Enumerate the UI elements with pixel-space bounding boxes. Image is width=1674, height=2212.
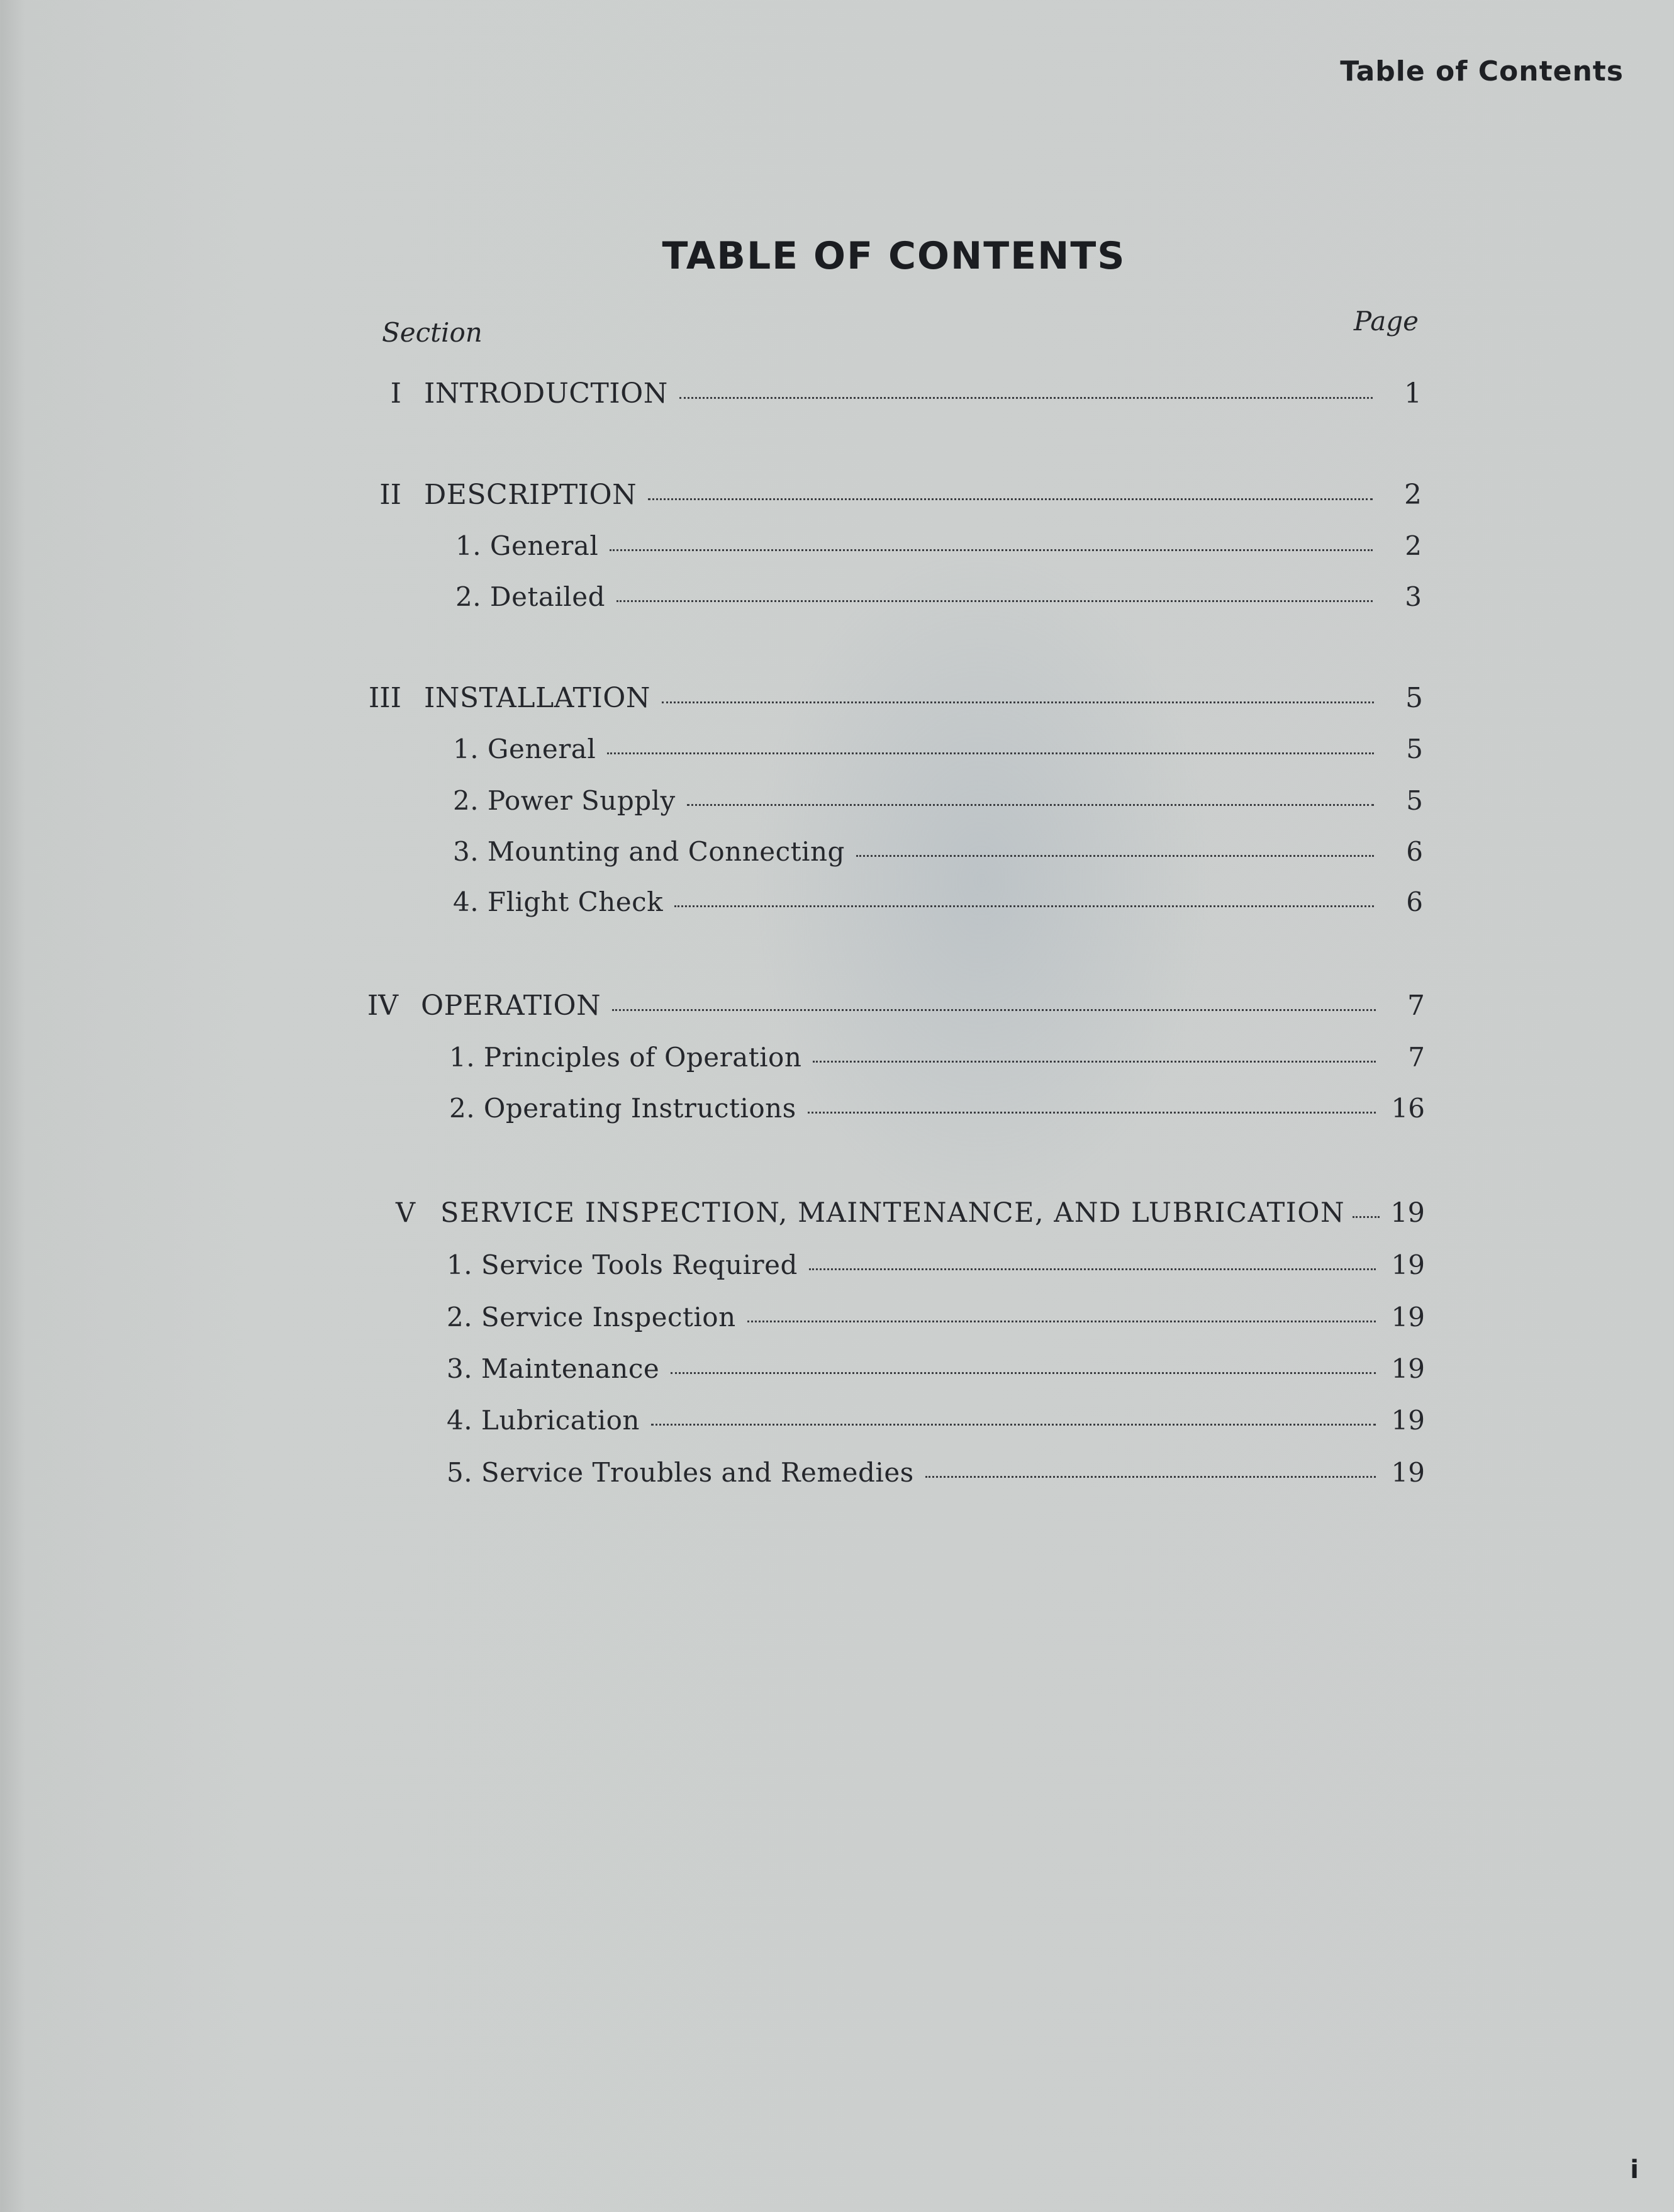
section-number: III [368,682,401,714]
page-number: 2 [1404,479,1422,511]
page-number: 19 [1391,1302,1425,1332]
section-number: I [390,377,401,410]
toc-entry[interactable] [352,682,1423,714]
page-number: 6 [1406,836,1423,867]
toc-entry[interactable] [453,836,1423,867]
entry-label: 3. Maintenance [447,1353,660,1384]
page-number: 19 [1391,1249,1425,1280]
toc-entry[interactable] [447,1302,1425,1332]
dot-leader [747,1321,1376,1322]
dot-leader [610,549,1373,551]
entry-label: INTRODUCTION [424,377,668,410]
entry-label: 4. Flight Check [453,886,664,917]
dot-leader [1353,1216,1380,1218]
entry-label: 5. Service Troubles and Remedies [447,1457,914,1488]
dot-leader [648,498,1373,500]
dot-leader [671,1372,1376,1374]
section-number: V [395,1197,415,1229]
page-number: 16 [1391,1093,1425,1124]
toc-entry[interactable] [453,785,1423,816]
entry-label: 2. Detailed [455,581,605,612]
dot-leader [809,1268,1376,1270]
entry-label: 1. General [455,530,599,561]
page-column-header: Page [1353,306,1419,337]
page-number: 19 [1391,1457,1425,1488]
entry-label: 2. Power Supply [453,785,676,816]
dot-leader [808,1112,1376,1114]
toc-entry[interactable] [447,1353,1425,1384]
toc-entry[interactable] [349,990,1425,1022]
page-number: 19 [1391,1353,1425,1384]
dot-leader [679,397,1373,399]
dot-leader [674,905,1374,907]
section-number: IV [367,990,398,1022]
document-title: TABLE OF CONTENTS [662,234,1126,278]
page-folio: i [1630,2155,1639,2184]
toc-entry[interactable] [352,377,1422,410]
dot-leader [687,804,1374,806]
toc-entry[interactable] [352,479,1422,511]
dot-leader [617,600,1373,602]
toc-entry[interactable] [453,734,1423,764]
dot-leader [813,1061,1376,1063]
section-column-header: Section [382,317,483,348]
entry-label: 4. Lubrication [447,1405,640,1436]
toc-entry[interactable] [455,581,1422,612]
dot-leader [856,855,1374,857]
entry-label: DESCRIPTION [424,479,637,511]
toc-entry[interactable] [449,1093,1425,1124]
toc-entry[interactable] [447,1249,1425,1280]
entry-label: 1. Principles of Operation [449,1042,802,1073]
entry-label: 2. Operating Instructions [449,1093,796,1124]
toc-entry[interactable] [447,1457,1425,1488]
entry-label: SERVICE INSPECTION, MAINTENANCE, AND LUBRICATION [440,1197,1346,1229]
dot-leader [662,701,1374,703]
page-number: 7 [1407,990,1425,1022]
page-number: 5 [1406,734,1423,764]
page-number: 5 [1405,682,1423,714]
entry-label: 1. General [453,734,596,764]
dot-leader [651,1424,1376,1426]
toc-entry[interactable] [455,530,1422,561]
running-head: Table of Contents [1340,55,1624,87]
dot-leader [612,1009,1376,1011]
page-number: 1 [1404,377,1422,410]
page-number: 3 [1405,581,1422,612]
page-number: 2 [1405,530,1422,561]
dot-leader [607,752,1374,754]
toc-entry[interactable] [449,1042,1425,1073]
dot-leader [925,1476,1376,1478]
entry-label: OPERATION [421,990,601,1022]
section-number: II [379,479,401,511]
toc-entry[interactable] [447,1405,1425,1436]
page-number: 19 [1390,1197,1425,1229]
toc-entry[interactable] [453,886,1423,917]
page-number: 7 [1408,1042,1425,1073]
entry-label: 2. Service Inspection [447,1302,736,1332]
page-number: 6 [1406,886,1423,917]
entry-label: INSTALLATION [424,682,650,714]
page-number: 5 [1406,785,1423,816]
entry-label: 3. Mounting and Connecting [453,836,845,867]
entry-label: 1. Service Tools Required [447,1249,798,1280]
toc-entry[interactable] [352,1197,1425,1229]
page-number: 19 [1391,1405,1425,1436]
